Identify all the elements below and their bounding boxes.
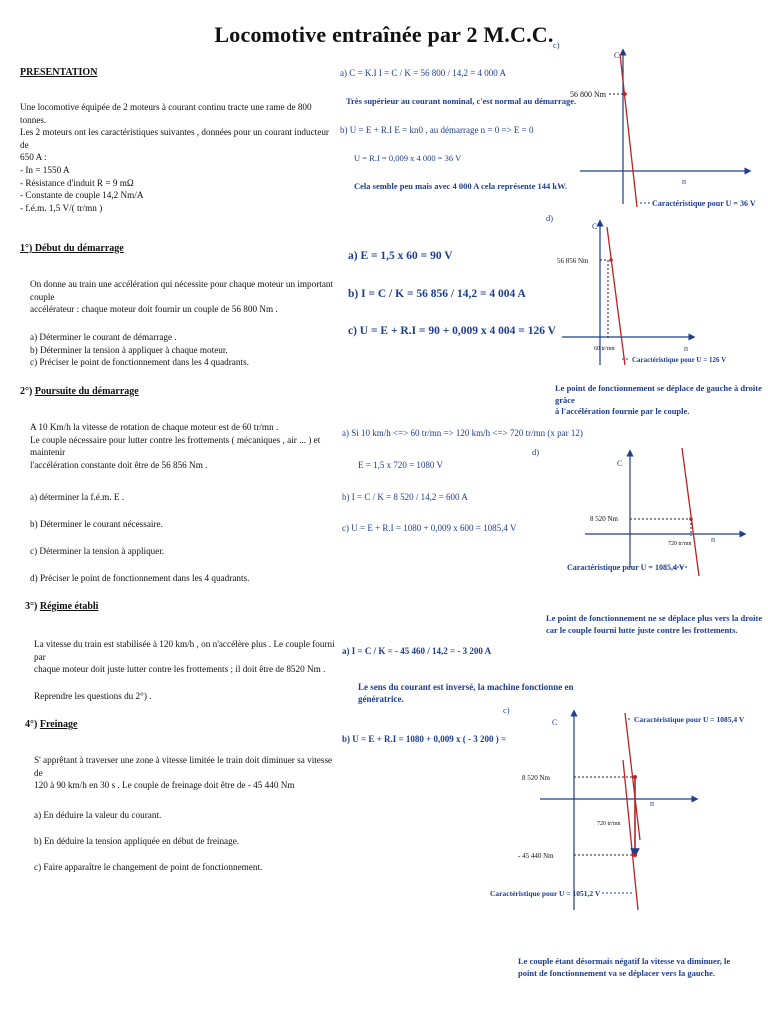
section2-text <box>30 421 340 471</box>
text-line: - In = 1550 A <box>20 164 70 175</box>
answer2-note <box>555 383 768 418</box>
answer3-note <box>546 613 762 636</box>
answer3-b: b) I = C / K = 8 520 / 14,2 = 600 A <box>342 492 468 502</box>
graph-2 <box>552 215 752 375</box>
answer1-note: Très supérieur au courant nominal, c'est normal au démarrage. <box>346 96 577 106</box>
presentation-text <box>20 101 338 214</box>
answer1-b: b) U = E + R.I E = kn0 , au démarrage n = 0 => E = 0 <box>340 125 534 135</box>
section4-heading <box>25 719 77 730</box>
operating-point-bottom <box>633 853 637 857</box>
text-line: Le sens du courant est inversé, la machine fonctionne en <box>358 682 574 692</box>
speed-label: 60 tr/mn <box>594 346 615 352</box>
text-line: génératrice. <box>358 694 404 704</box>
value-label: 56 800 Nm <box>570 90 606 99</box>
graph-4 <box>490 705 765 915</box>
answer2-d: d) <box>546 213 554 223</box>
text-line: S' apprêtant à traverser une zone à vitesse limitée le train doit diminuer sa vitesse de <box>34 755 333 778</box>
question: c) Préciser le point de fonctionnement dans les 4 quadrants. <box>30 357 249 368</box>
question: a) En déduire la valeur du courant. <box>34 810 162 820</box>
section-title: Régime établi <box>39 601 99 612</box>
text-line: - Résistance d'induit R = 9 mΩ <box>20 177 134 188</box>
answer4-note2 <box>518 956 730 979</box>
text-line: Le point de fonctionnement se déplace de gauche à droite grâce <box>555 383 762 405</box>
c-axis-label: C <box>614 51 620 60</box>
text-line: On donne au train une accélération qui nécessite pour chaque moteur un important couple <box>30 279 334 302</box>
section1-questions <box>30 331 340 369</box>
operating-point <box>689 517 693 521</box>
question: a) Déterminer le courant de démarrage . <box>30 332 177 342</box>
graph-3 <box>565 448 755 578</box>
value-label: 56 856 Nm <box>557 257 589 265</box>
n-axis-label: n <box>684 344 688 353</box>
characteristic-caption: Caractéristique pour U = 36 V <box>652 199 756 208</box>
operating-point <box>623 92 627 96</box>
operating-point-top <box>633 775 637 779</box>
section-title: Poursuite du démarrage <box>34 386 139 397</box>
text-line: accélérateur : chaque moteur doit fournir un couple de 56 800 Nm . <box>30 304 278 315</box>
answer3-d: d) <box>532 447 540 457</box>
text-line: 120 à 90 km/h en 30 s . Le couple de freinage doit être de - 45 440 Nm <box>34 780 295 791</box>
c-axis-label: C <box>617 459 623 468</box>
speed-label: 720 tr/mn <box>597 821 621 827</box>
text-line: car le couple fourni lutte juste contre les frottements. <box>546 624 738 635</box>
characteristic-caption: Caractéristique pour U = 126 V <box>632 356 727 364</box>
answer4-note <box>358 681 574 705</box>
value-bottom-label: - 45 440 Nm <box>518 852 554 860</box>
answer4-a: a) I = C / K = - 45 460 / 14,2 = - 3 200 A <box>342 646 492 656</box>
section3-text <box>34 638 340 676</box>
speed-label: 720 tr/mn <box>668 541 692 547</box>
answer2-c: c) U = E + R.I = 90 + 0,009 x 4 004 = 126 V <box>348 325 556 337</box>
characteristic-line <box>682 448 699 576</box>
answer1-a: a) C = K.I I = C / K = 56 800 / 14,2 = 4 000 A <box>340 68 507 78</box>
text-line: La vitesse du train est stabilisée à 120 km/h , on n'accélère plus . Le couple fourni par <box>34 639 335 662</box>
text-line: 650 A : <box>20 152 47 163</box>
answer2-b: b) I = C / K = 56 856 / 14,2 = 4 004 A <box>348 288 526 300</box>
question: b) Déterminer le courant nécessaire. <box>30 519 163 529</box>
c-axis-label: C <box>592 222 598 231</box>
answer1-u: U = R.I = 0,009 x 4 000 = 36 V <box>354 153 462 163</box>
answer3-e: E = 1,5 x 720 = 1080 V <box>358 460 443 470</box>
text-line: Les 2 moteurs ont les caractéristiques suivantes , données pour un courant inducteur de <box>20 127 329 150</box>
section1-text <box>30 278 340 316</box>
text-line: Le couple étant désormais négatif la vitesse va diminuer, le <box>518 956 731 966</box>
caption-top: Caractéristique pour U = 1085,4 V <box>634 715 745 724</box>
text-line: Le point de fonctionnement ne se déplace plus vers la droite <box>546 613 763 623</box>
section-number: 2°) <box>20 386 33 397</box>
answer1-note2: Cela semble peu mais avec 4 000 A cela représente 144 kW. <box>354 181 567 191</box>
text-line: à l'accélération fournie par le couple. <box>555 406 690 416</box>
value-top-label: 8 520 Nm <box>522 774 550 782</box>
section1-heading: 1°) Début du démarrage <box>20 243 124 254</box>
characteristic-line <box>607 227 625 365</box>
c-axis-label: C <box>552 718 558 727</box>
answer1-c: c) <box>553 40 560 50</box>
text-line: A 10 Km/h la vitesse de rotation de chaque moteur est de 60 tr/mn . <box>30 422 279 432</box>
answer3-c: c) U = E + R.I = 1080 + 0,009 x 600 = 1085,4 V <box>342 523 517 533</box>
text-line: Une locomotive équipée de 2 moteurs à courant continu tracte une rame de 800 tonnes. <box>20 102 312 125</box>
section2-heading <box>20 386 139 397</box>
n-axis-label: n <box>650 799 654 808</box>
question: c) Faire apparaître le changement de point de fonctionnement. <box>34 862 263 872</box>
text-line: l'accélération constante doit être de 56 856 Nm . <box>30 459 208 470</box>
answer4-c: c) <box>503 705 510 715</box>
section-number: 3°) <box>25 601 38 612</box>
question: c) Déterminer la tension à appliquer. <box>30 546 165 556</box>
section-title: Freinage <box>39 719 78 730</box>
text-line: - f.é.m. 1,5 V/( tr/mn ) <box>20 202 103 213</box>
text-line: - Constante de couple 14,2 Nm/A <box>20 190 144 201</box>
text-line: chaque moteur doit juste lutter contre les frottements ; il doit être de 8520 Nm . <box>34 664 326 675</box>
section3-note: Reprendre les questions du 2°) . <box>34 691 152 701</box>
section4-text <box>34 754 340 792</box>
section3-heading <box>25 601 98 612</box>
operating-point <box>609 258 613 262</box>
section-number: 4°) <box>25 719 38 730</box>
text-line: point de fonctionnement va se déplacer vers la gauche. <box>518 967 715 978</box>
answer3-a: a) Si 10 km/h <=> 60 tr/mn => 120 km/h <=> 720 tr/mn (x par 12) <box>342 428 583 438</box>
graph-1 <box>570 44 760 214</box>
question: d) Préciser le point de fonctionnement dans les 4 quadrants. <box>30 573 250 583</box>
question: b) Déterminer la tension à appliquer à chaque moteur. <box>30 344 228 355</box>
characteristic-caption: Caractéristique pour U = 1085,4 V <box>567 563 685 572</box>
question: a) déterminer la f.é.m. E . <box>30 492 125 502</box>
presentation-heading: PRESENTATION <box>20 67 98 78</box>
answer4-b: b) U = E + R.I = 1080 + 0,009 x ( - 3 200 ) = <box>342 734 507 744</box>
page-title: Locomotive entraînée par 2 M.C.C. <box>214 22 554 47</box>
caption-bottom: Caractéristique pour U = 1051,2 V <box>490 889 601 898</box>
answer2-a: a) E = 1,5 x 60 = 90 V <box>348 250 453 262</box>
value-label: 8 520 Nm <box>590 515 618 523</box>
n-axis-label: n <box>711 535 715 544</box>
n-axis-label: n <box>682 177 686 186</box>
text-line: Le couple nécessaire pour lutter contre les frottements ( mécaniques , air ... ) et maintenir <box>30 434 321 458</box>
question: b) En déduire la tension appliquée en début de freinage. <box>34 836 240 846</box>
